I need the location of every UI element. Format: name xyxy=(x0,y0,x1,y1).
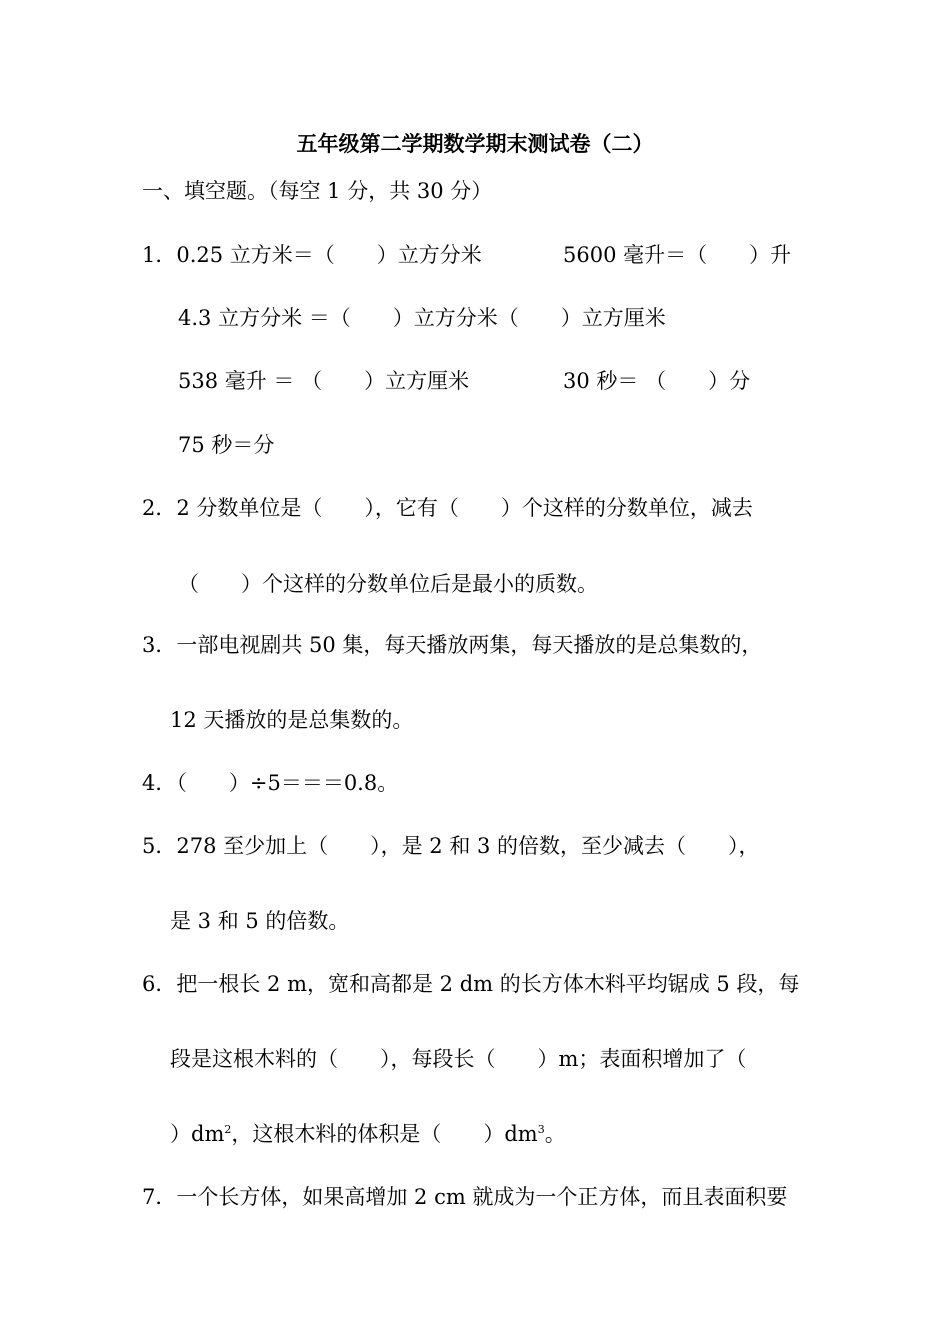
section-heading: 一、填空题。（每空 1 分，共 30 分） xyxy=(142,179,493,203)
q1-line3-left: 538 毫升 ＝ （ ）立方厘米 xyxy=(178,369,470,393)
q2-line2: （ ）个这样的分数单位后是最小的质数。 xyxy=(178,572,598,596)
q4-line1: 4．（ ）÷5＝＝＝0.8。 xyxy=(142,771,399,795)
q5-line1: 5．278 至少加上（ ），是 2 和 3 的倍数，至少减去（ ）， xyxy=(142,834,760,858)
q6-superscript-3: 3 xyxy=(537,1123,545,1136)
q3-line2: 12 天播放的是总集数的。 xyxy=(170,708,414,732)
q1-line2: 4.3 立方分米 ＝（ ）立方分米（ ）立方厘米 xyxy=(178,306,666,330)
q6-superscript-2: 2 xyxy=(224,1123,232,1136)
page-title: 五年级第二学期数学期末测试卷（二） xyxy=(296,131,654,156)
q1-line1-left: 1．0.25 立方米＝（ ）立方分米 xyxy=(142,243,482,267)
q6-line3-part3: 。 xyxy=(544,1122,566,1146)
q3-line1: 3．一部电视剧共 50 集，每天播放两集，每天播放的是总集数的， xyxy=(142,633,763,657)
q6-line1: 6．把一根长 2 m，宽和高都是 2 dm 的长方体木料平均锯成 5 段，每 xyxy=(142,972,800,996)
q2-line1: 2．2 分数单位是（ ），它有（ ）个这样的分数单位，减去 xyxy=(142,496,753,520)
q6-line3-part2: ，这根木料的体积是（ ）dm xyxy=(231,1122,538,1146)
q1-line1-right: 5600 毫升＝（ ）升 xyxy=(563,243,792,267)
q5-line2: 是 3 和 5 的倍数。 xyxy=(170,909,350,933)
q6-line2: 段是这根木料的（ ），每段长（ ）m；表面积增加了（ xyxy=(170,1047,747,1071)
q1-line3-right: 30 秒＝ （ ）分 xyxy=(563,369,751,393)
q1-line4: 75 秒＝分 xyxy=(178,433,275,457)
q7-line1: 7．一个长方体，如果高增加 2 cm 就成为一个正方体，而且表面积要 xyxy=(142,1185,788,1209)
q6-line3 xyxy=(170,1120,566,1148)
q6-line3-part1: ）dm xyxy=(170,1122,225,1146)
